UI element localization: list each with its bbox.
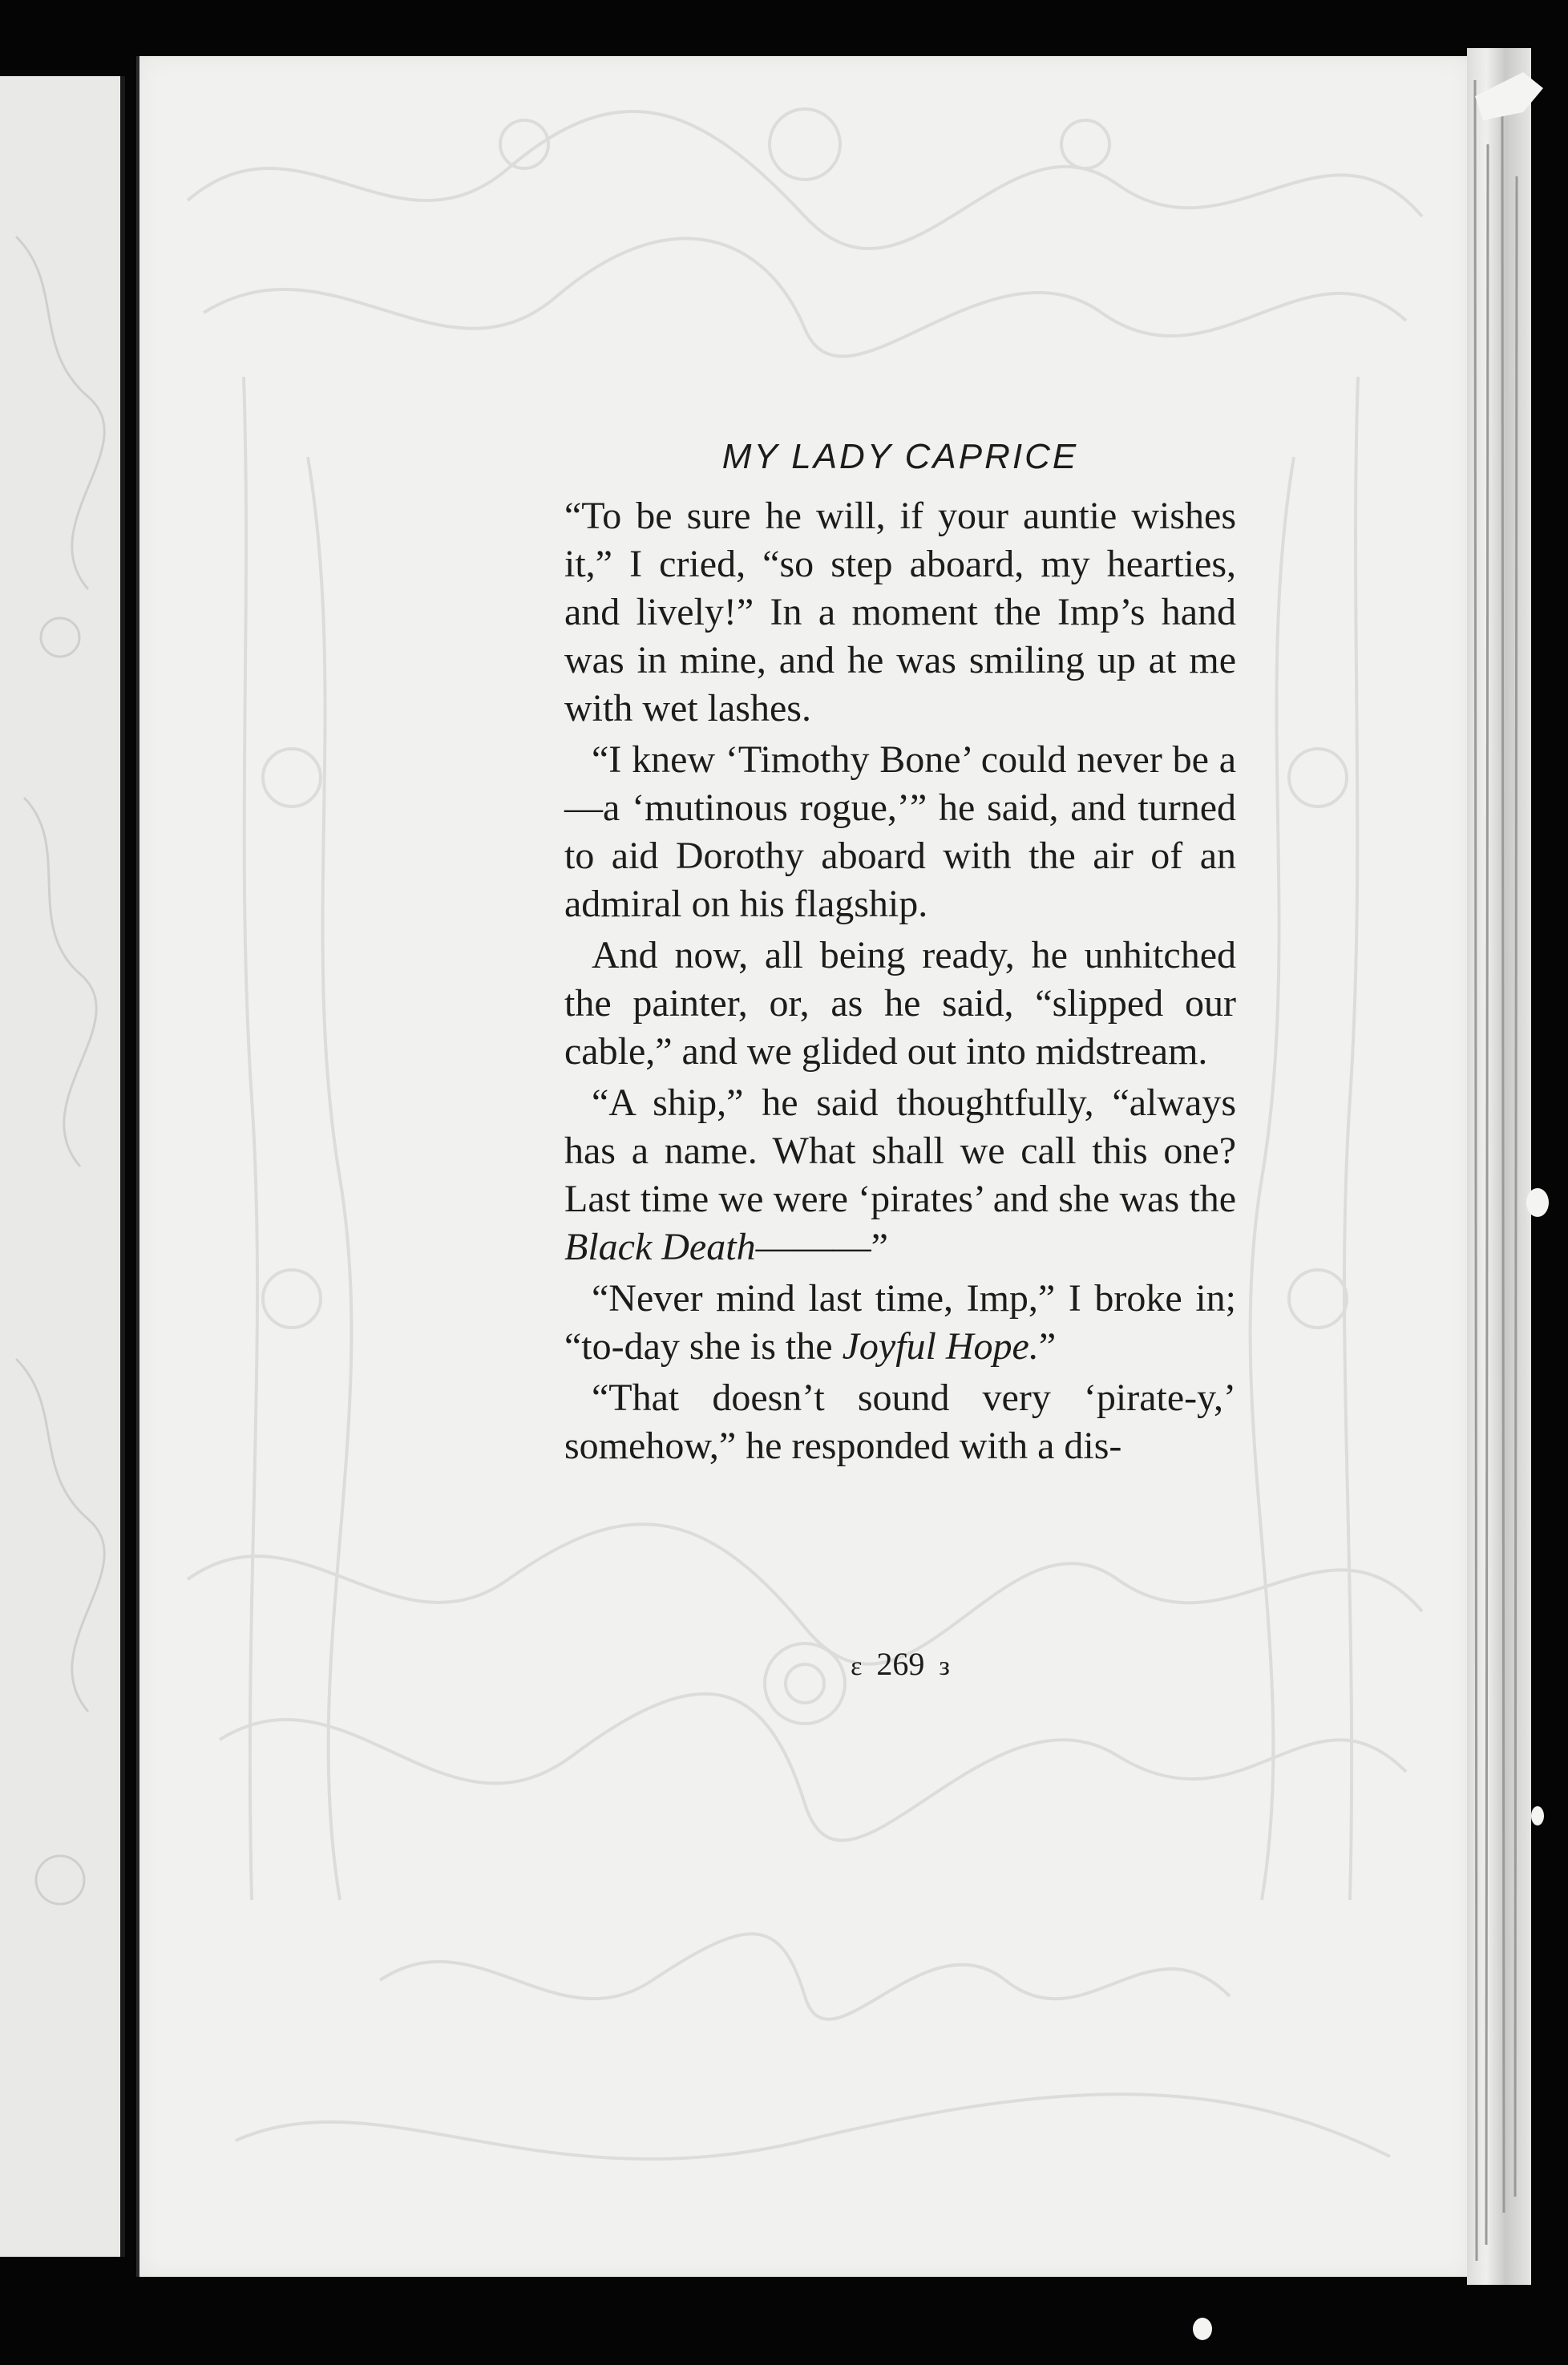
facing-page-edge	[0, 76, 125, 2257]
italic-joyful-hope: Joyful Hope.	[842, 1325, 1039, 1368]
paragraph-4	[564, 1079, 1236, 1271]
page-text-block	[564, 433, 1236, 1682]
folio-ornament-right-icon: з	[939, 1651, 950, 1681]
page-edge-lines	[1467, 48, 1531, 2285]
facing-page-ornament	[0, 76, 120, 2257]
paragraph-5-text: “Never mind last time, Imp,” I broke in; “to-day she is the	[564, 1277, 1236, 1368]
paragraph-6: “That doesn’t sound very ‘pirate-y,’ somehow,” he responded with a dis-	[564, 1377, 1236, 1467]
dash-close-quote: ———”	[755, 1226, 888, 1268]
folio-ornament-left-icon: ε	[851, 1651, 863, 1681]
running-head: MY LADY CAPRICE	[721, 437, 1079, 476]
page-number: 269	[876, 1646, 925, 1682]
paragraph-4-text: “A ship,” he said thoughtfully, “always has a name. What shall we call this one? Last time we were ‘pirates’ and she was the	[564, 1081, 1236, 1220]
paragraph-5	[564, 1275, 1236, 1371]
page-stack-edge	[1467, 48, 1531, 2285]
book-page	[136, 56, 1470, 2277]
paragraph-3: And now, all being ready, he unhitched the painter, or, as he said, “slipped our cable,” and we glided out into midstream.	[564, 934, 1236, 1073]
page-number-folio	[564, 1645, 1236, 1683]
close-quote: ”	[1038, 1325, 1057, 1368]
italic-black-death: Black Death	[564, 1226, 756, 1268]
paragraph-2: “I knew ‘Timothy Bone’ could never be a—a ‘mutinous rogue,’” he said, and turned to aid Dorothy aboard with the air of an admiral on his flagship.	[564, 738, 1236, 925]
paragraph-1: “To be sure he will, if your auntie wishes it,” I cried, “so step aboard, my hearties, and lively!” In a moment the Imp’s hand was in mine, and he was smiling up at me with wet lashes.	[564, 495, 1236, 730]
